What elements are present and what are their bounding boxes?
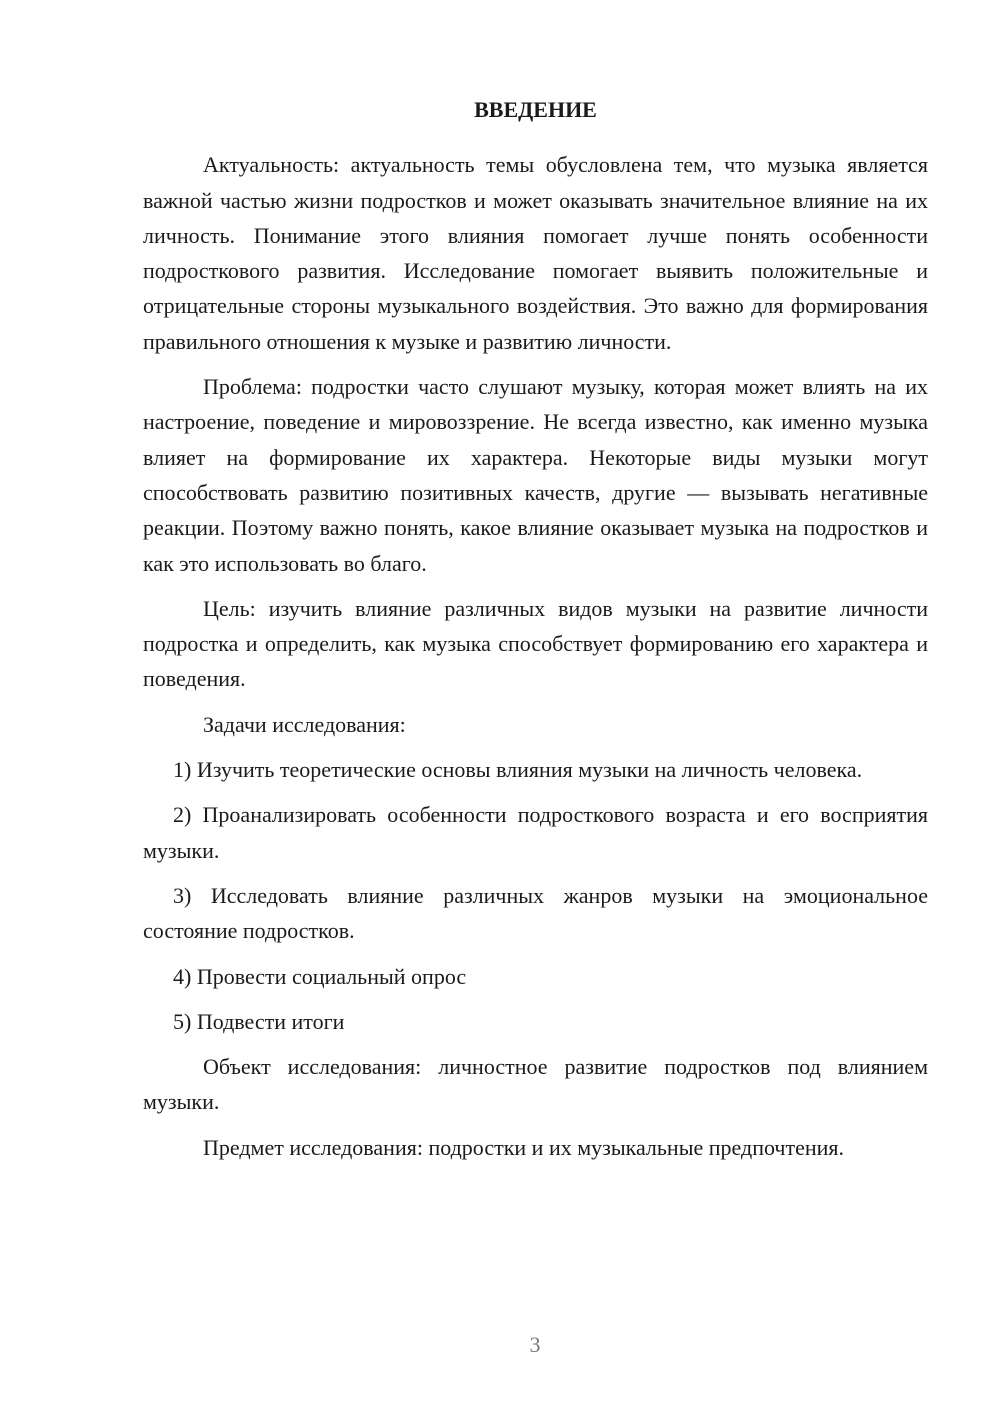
task-item-4: 4) Провести социальный опрос xyxy=(173,963,467,989)
section-title: ВВЕДЕНИЕ xyxy=(474,97,597,122)
task-item-5: 5) Подвести итоги xyxy=(173,1008,345,1034)
task-item-1: 1) Изучить теоретические основы влияния музыки на личность человека. xyxy=(173,757,863,783)
paragraph-subject: Предмет исследования: подростки и их музыкальные предпочтения. xyxy=(203,1134,845,1160)
document-page xyxy=(143,92,928,1175)
paragraph-goal: Цель: изучить влияние различных видов музыки на развитие личности подростка и определить, как музыка способствует формированию его характера и поведения. xyxy=(143,595,928,692)
task-item-2: 2) Проанализировать особенности подросткового возраста и его восприятия музыки. xyxy=(143,802,928,863)
page-number: 3 xyxy=(529,1332,541,1357)
paragraph-object: Объект исследования: личностное развитие подростков под влиянием музыки. xyxy=(143,1054,928,1115)
paragraph-relevance: Актуальность: актуальность темы обусловлена тем, что музыка является важной частью жизни подростков и может оказывать значительное влияние на их личность. Понимание этого влияния помогает лучше понять особенности подросткового развития. Исследование помогает выявить положительные и отрицательные стороны музыкального воздействия. Это важно для формирования правильного отношения к музыке и развитию личности. xyxy=(143,152,928,354)
paragraph-problem: Проблема: подростки часто слушают музыку, которая может влиять на их настроение, поведение и мировоззрение. Не всегда известно, как именно музыка влияет на формирование их характера. Некоторые виды музыки могут способствовать развитию позитивных качеств, другие — вызывать негативные реакции. Поэтому важно понять, какое влияние оказывает музыка на подростков и как это использовать во благо. xyxy=(143,374,928,576)
paragraph-tasks-heading: Задачи исследования: xyxy=(203,711,406,737)
task-item-3: 3) Исследовать влияние различных жанров музыки на эмоциональное состояние подростков. xyxy=(143,882,928,944)
